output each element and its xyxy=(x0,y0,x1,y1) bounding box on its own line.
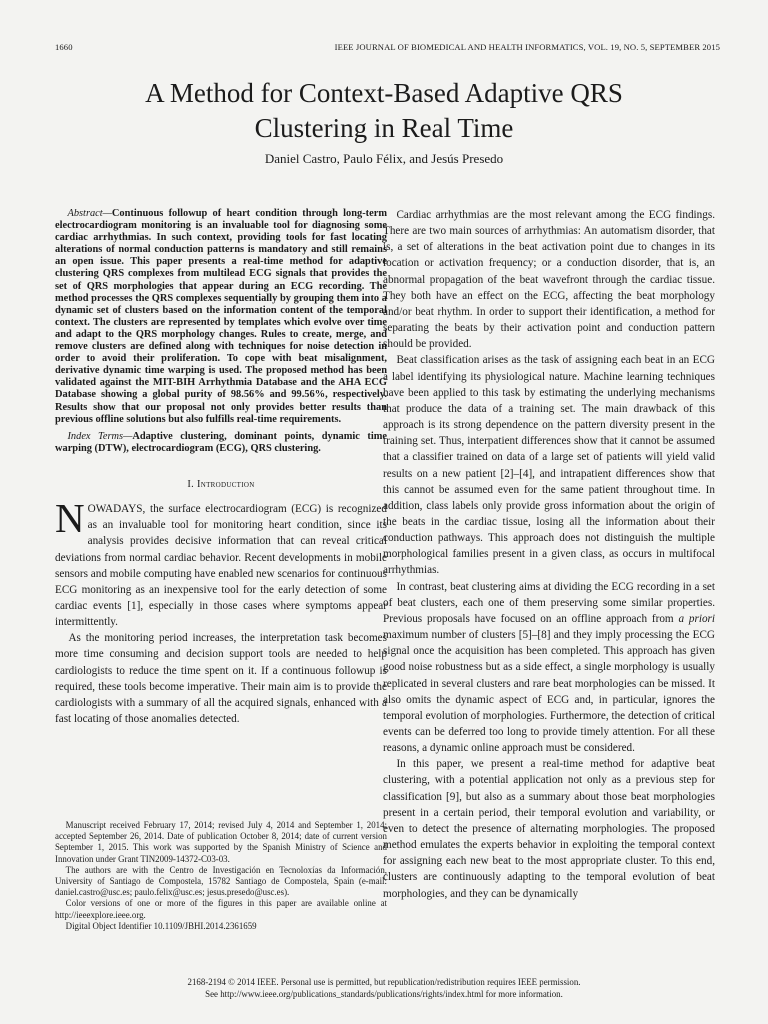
section-numeral: I. xyxy=(187,478,195,490)
right-paragraph-3-part-a: In contrast, beat clustering aims at dividing the ECG recording in a set of beat clusters, each one of them preserving some similar properties. Previous proposals have focused on an offline approach from xyxy=(383,580,715,625)
abstract xyxy=(55,208,387,426)
emphasis-a-priori: a priori xyxy=(678,612,715,625)
running-header xyxy=(55,42,720,56)
right-column xyxy=(383,207,715,902)
right-paragraph-3-part-b: maximum number of clusters [5]–[8] and they imply processing the ECG signal once the acquisition has been completed. This approach has given good noise robustness but as a side effect, a single morphology is usually replicated in several clusters and rare beat morphologies can be missed. It also omits the dynamic aspect of ECG and, in particular, ignores the temporal evolution of morphologies. Furthermore, the detection of critical events can be deferred too long to provide timely attention. For all these reasons, a dynamic online approach must be considered. xyxy=(383,629,715,755)
right-paragraph-2: Beat classification arises as the task of assigning each beat in an ECG a label identifying its physiological nature. Machine learning techniques have been applied to this task by estimating the underlying mechanisms that produce the data of a training set. The main drawback of this approach is its strong dependence on the pattern diversity present in the training set. Thus, interpatient differences show that it cannot be assumed that a classifier trained on data of a large set of patients will yield valid results on a new patient [2]–[4], and intrapatient differences show that this cannot be assumed even for the same patient throughout time. In addition, class labels only provide gross information about the origin of the beats in the cardiac tissue, losing all the information about their conduction pathways. This approach does not distinguish the multiple morphological families present in a given class, as occurs in multifocal arrhythmias. xyxy=(383,354,715,577)
footnote-block xyxy=(55,820,387,932)
right-paragraph-3 xyxy=(383,579,715,757)
first-word: OWADAYS, xyxy=(87,503,146,516)
index-terms-text: Adaptive clustering, dominant points, dynamic time warping (DTW), electrocardiogram (ECG), QRS clustering. xyxy=(55,430,387,454)
author-list: Daniel Castro, Paulo Félix, and Jesús Presedo xyxy=(264,151,504,166)
copyright-footer xyxy=(0,976,768,1000)
right-paragraph-4: In this paper, we present a real-time method for adaptive beat clustering, with a potential application not only as a previous step for classification [9], but also as a summary about those beat morphologies present in a certain period, their temporal evolution and variability, or even to detect the presence of alternating morphologies. The proposed method emulates the experts behavior in exploiting the temporal context for assigning each new beat to the most appropriate cluster. To this end, clusters are continuously adapting to the temporal evolution of beat morphologies, and they can be dynamically xyxy=(383,758,715,900)
intro-paragraph-1 xyxy=(55,495,387,630)
abstract-label: Abstract— xyxy=(67,208,112,219)
index-terms-label: Index Terms— xyxy=(67,430,133,442)
paper-title xyxy=(0,76,768,146)
section-title: Introduction xyxy=(196,478,255,490)
title-line-1: A Method for Context-Based Adaptive QRS xyxy=(145,78,623,108)
intro-paragraph-1-text: the surface electrocardiogram (ECG) is recognized as an invaluable tool for monitoring heart condition, since its analysis provides decisive information that can reveal critical deviations from normal cardiac behavior. Recent developments in mobile sensors and mobile computing have enabled new scenarios for continuous ECG monitoring as an inexpensive tool for the early detection of some cardiac events [1], especially in those cases where symptoms appear intermittently. xyxy=(55,503,387,629)
footnote-doi: Digital Object Identifier 10.1109/JBHI.2014.2361659 xyxy=(65,920,257,931)
abstract-text: Continuous followup of heart condition through long-term electrocardiogram monitoring is an invaluable tool for diagnosing some cardiac arrhythmias. In such context, providing tools for fast locating alterations of normal conduction patterns is mandatory and still remains an open issue. This paper presents a real-time method for adaptive clustering QRS complexes from multilead ECG signals that provides the set of QRS morphologies that appear during an ECG recording. The method processes the QRS complexes sequentially by grouping them into a dynamic set of clusters based on the information content of the temporal context. The clusters are represented by templates which evolve over time and adapt to the QRS morphology changes. Rules to create, merge, and remove clusters are defined along with techniques for noise detection in order to avoid their proliferation. To cope with beat misalignment, derivative dynamic time warping is used. The proposed method has been validated against the MIT-BIH Arrhythmia Database and the AHA ECG Database showing a global purity of 98.56% and 99.56%, respectively. Results show that our proposal not only provides better results than previous offline solutions but also fulfills real-time requirements. xyxy=(55,208,387,425)
copyright-line: 2168-2194 © 2014 IEEE. Personal use is permitted, but republication/redistribution requires IEEE permission. xyxy=(187,977,581,987)
right-paragraph-1: Cardiac arrhythmias are the most relevant among the ECG findings. There are two main sources of arrhythmias: An automatism disorder, that is, a set of alterations in the beat activation point due to changes in its location or activation frequency; or a conduction disorder, that is, an abnormal propagation of the beat wavefront through the cardiac tissue. They both have an effect on the ECG, affecting the beat morphology and/or beat rhythm. In order to support their identification, a method for separating the beats by their activation point and conduction pattern should be provided. xyxy=(383,209,715,351)
intro-paragraph-2: As the monitoring period increases, the interpretation task becomes more time consuming and decision support tools are needed to help cardiologists to reduce the time spent on it. If a continuous followup is required, these tools become imperative. Their main aim is to provide the cardiologists with a summary of all the acquired signals, enhanced with a fast locating of those anomalies detected. xyxy=(55,632,387,726)
section-heading-introduction xyxy=(55,477,387,493)
rights-url-line: See http://www.ieee.org/publications_standards/publications/rights/index.html for more information. xyxy=(205,989,563,999)
footnote-manuscript: Manuscript received February 17, 2014; revised July 4, 2014 and September 1, 2014; accepted September 26, 2014. Date of publication October 8, 2014; date of current version September 1, 2015. This work was supported by the Spanish Ministry of Science and Innovation under Grant TIN2009-14372-C03-03. xyxy=(55,820,387,864)
index-terms xyxy=(55,431,387,455)
footnote-affiliation: The authors are with the Centro de Investigación en Tecnoloxías da Información, University of Santiago de Compostela, 15782 Santiago de Compostela, Spain (e-mail: daniel.castro@usc.es; paulo.felix@usc.es; jesus.presedo@usc.es). xyxy=(55,864,387,898)
drop-cap: N xyxy=(55,495,85,542)
title-line-2: Clustering in Real Time xyxy=(254,113,514,143)
footnote-color-figures: Color versions of one or more of the figures in this paper are available online at http://ieeexplore.ieee.org. xyxy=(55,898,387,920)
page-number: 1660 xyxy=(55,42,73,52)
left-column xyxy=(55,208,387,727)
journal-name: IEEE JOURNAL OF BIOMEDICAL AND HEALTH INFORMATICS, VOL. 19, NO. 5, SEPTEMBER 2015 xyxy=(334,42,720,52)
